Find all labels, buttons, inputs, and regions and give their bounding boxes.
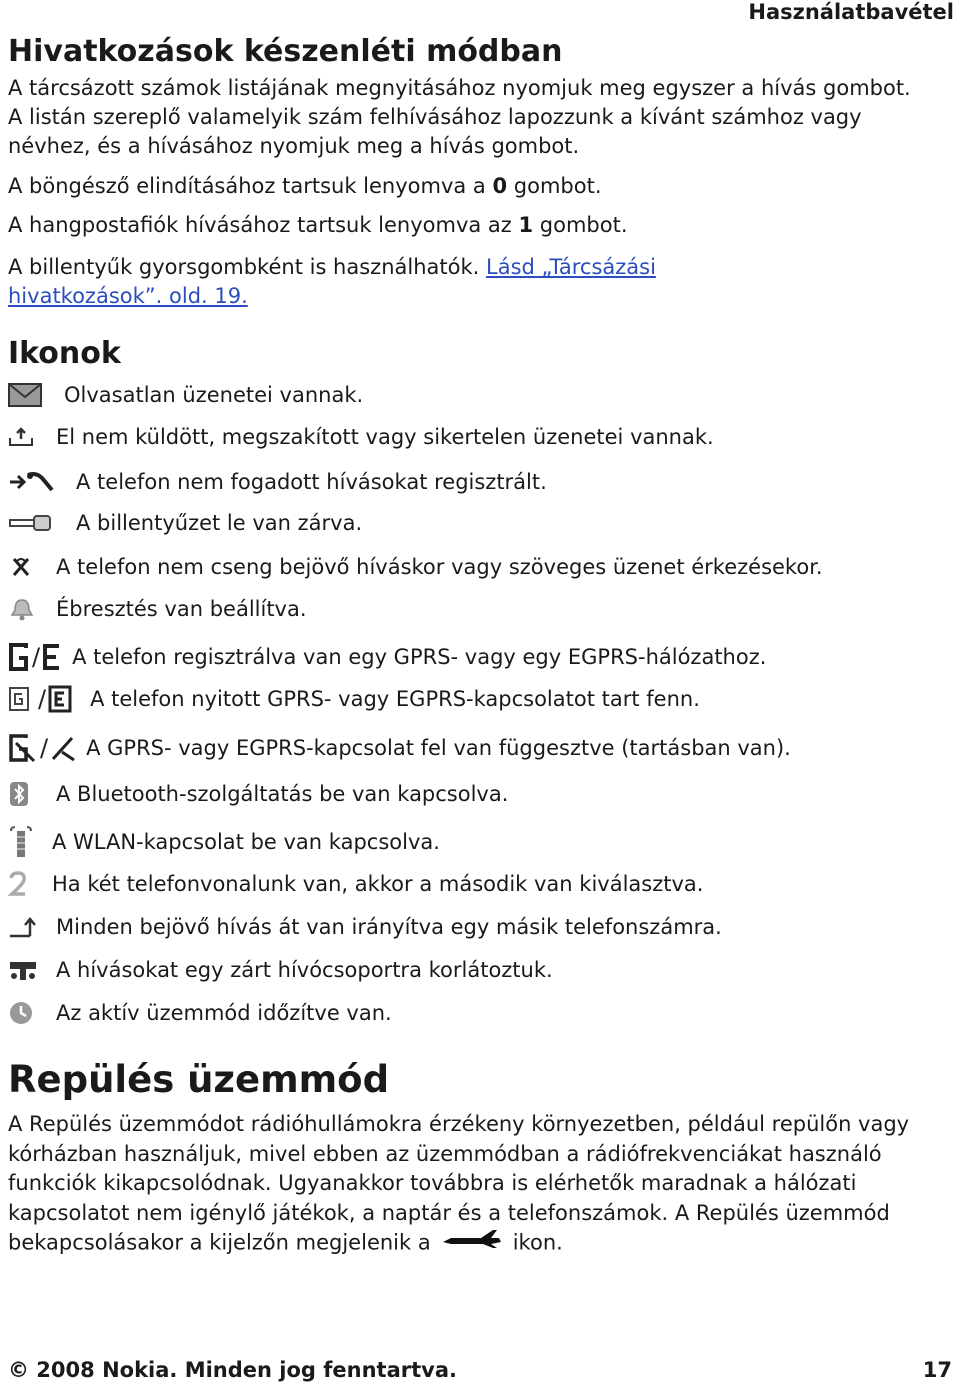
second-line-icon: [8, 871, 52, 897]
icon-row-gprs-conn: [8, 681, 700, 717]
icon-row-silent: [8, 549, 823, 585]
keys-shortcut-cont: [8, 282, 248, 311]
page-number: 17: [922, 1358, 952, 1382]
key-1: 1: [518, 213, 534, 237]
timed-profile-icon: [8, 1000, 56, 1026]
icon-row-bluetooth: [8, 776, 508, 812]
keys-text: A billentyűk gyorsgombként is használhatók.: [8, 255, 486, 279]
call-divert-icon: [8, 914, 56, 940]
icon-desc: El nem küldött, megszakított vagy sikertelen üzenetei vannak.: [56, 425, 714, 449]
alarm-icon: [8, 596, 56, 622]
silent-icon: [8, 555, 56, 579]
keypad-lock-icon: [8, 513, 76, 533]
dial-shortcuts-link[interactable]: Lásd „Tárcsázási: [486, 255, 656, 279]
flight-text-end: ikon.: [512, 1230, 563, 1255]
icons-heading: Ikonok: [8, 336, 121, 371]
voicemail-shortcut: [8, 211, 628, 240]
slash: /: [32, 643, 41, 671]
icon-desc: A hívásokat egy zárt hívócsoportra korlátoztuk.: [56, 958, 553, 982]
slash: /: [40, 734, 49, 762]
browser-text-end: gombot.: [507, 174, 602, 198]
icon-row-line2: [8, 866, 703, 902]
unread-message-icon: [8, 382, 64, 408]
icon-row-wlan: [8, 824, 440, 860]
gprs-suspended-icon: [8, 733, 38, 763]
outbox-icon: [8, 426, 56, 448]
shortcuts-heading: Hivatkozások készenléti módban: [8, 34, 563, 69]
icon-row-cug: [8, 952, 553, 988]
shortcuts-line-2: A listán szereplő valamelyik szám felhívásához lapozzunk a kívánt számhoz vagy: [8, 105, 862, 129]
browser-text: A böngésző elindításához tartsuk lenyomva a: [8, 174, 493, 198]
gprs-connection-icon: [8, 686, 30, 712]
flight-mode-heading: Repülés üzemmód: [8, 1058, 390, 1101]
icon-row-alarm: [8, 591, 307, 627]
icon-row-keylock: [8, 505, 362, 541]
dial-shortcuts-link-cont[interactable]: hivatkozások”. old. 19.: [8, 284, 248, 308]
egprs-suspended-icon: [50, 734, 86, 762]
icon-row-unread: [8, 377, 363, 413]
slash: /: [38, 685, 47, 713]
icon-row-timed: [8, 995, 392, 1031]
icon-desc: Olvasatlan üzenetei vannak.: [64, 383, 364, 407]
voicemail-text: A hangpostafiók hívásához tartsuk lenyomva az: [8, 213, 519, 237]
icon-row-gprs-susp: [8, 730, 791, 766]
icon-desc: Ébresztés van beállítva.: [56, 597, 307, 621]
browser-shortcut: [8, 172, 602, 201]
icon-desc: A telefon nem cseng bejövő híváskor vagy szöveges üzenet érkezésekor.: [56, 555, 823, 579]
icon-desc: A telefon regisztrálva van egy GPRS- vagy egy EGPRS-hálózathoz.: [72, 645, 767, 669]
flight-text: A Repülés üzemmódot rádióhullámokra érzékeny környezetben, például repülőn vagy kórházban használjuk, mivel ebben az üzemmódban a rádiófrekvenciákat használó funkciók kikapcsolódnak. Ugyanakkor továbbra is elérhetők maradnak a hálózati kapcsolatot nem igénylő játékok, a naptár és a telefonszámok. A Repülés üzemmód bekapcsolásakor a kijelzőn megjelenik a: [8, 1112, 910, 1255]
icon-desc: Minden bejövő hívás át van irányítva egy másik telefonszámra.: [56, 915, 722, 939]
bluetooth-icon: [8, 780, 56, 808]
voicemail-text-end: gombot.: [533, 213, 628, 237]
icon-row-outbox: [8, 419, 714, 455]
shortcuts-line-3: névhez, és a hívásához nyomjuk meg a hívás gombot.: [8, 134, 580, 158]
running-header: Használatbavétel: [748, 0, 954, 24]
icon-row-missed: [8, 464, 547, 500]
egprs-registered-icon: [42, 643, 72, 671]
gprs-registered-icon: [8, 642, 30, 672]
shortcuts-line-1: A tárcsázott számok listájának megnyitásához nyomjuk meg egyszer a hívás gombot.: [8, 76, 911, 100]
icon-desc: Az aktív üzemmód időzítve van.: [56, 1001, 392, 1025]
icon-desc: A telefon nem fogadott hívásokat regisztrált.: [76, 470, 547, 494]
icon-row-divert: [8, 909, 722, 945]
flight-mode-paragraph: [8, 1110, 953, 1259]
wlan-icon: [8, 825, 52, 859]
egprs-connection-icon: [48, 685, 90, 713]
key-0: 0: [492, 174, 508, 198]
closed-user-group-icon: [8, 958, 56, 982]
airplane-icon: [441, 1228, 503, 1259]
icon-row-gprs-reg: [8, 639, 766, 675]
copyright: © 2008 Nokia. Minden jog fenntartva.: [8, 1358, 457, 1382]
icon-desc: A billentyűzet le van zárva.: [76, 511, 363, 535]
icon-desc: Ha két telefonvonalunk van, akkor a második van kiválasztva.: [52, 872, 704, 896]
icon-desc: A telefon nyitott GPRS- vagy EGPRS-kapcsolatot tart fenn.: [90, 687, 700, 711]
icon-desc: A Bluetooth-szolgáltatás be van kapcsolva.: [56, 782, 509, 806]
missed-call-icon: [8, 470, 76, 494]
icon-desc: A WLAN-kapcsolat be van kapcsolva.: [52, 830, 440, 854]
keys-shortcut: [8, 253, 656, 282]
icon-desc: A GPRS- vagy EGPRS-kapcsolat fel van függesztve (tartásban van).: [86, 736, 791, 760]
